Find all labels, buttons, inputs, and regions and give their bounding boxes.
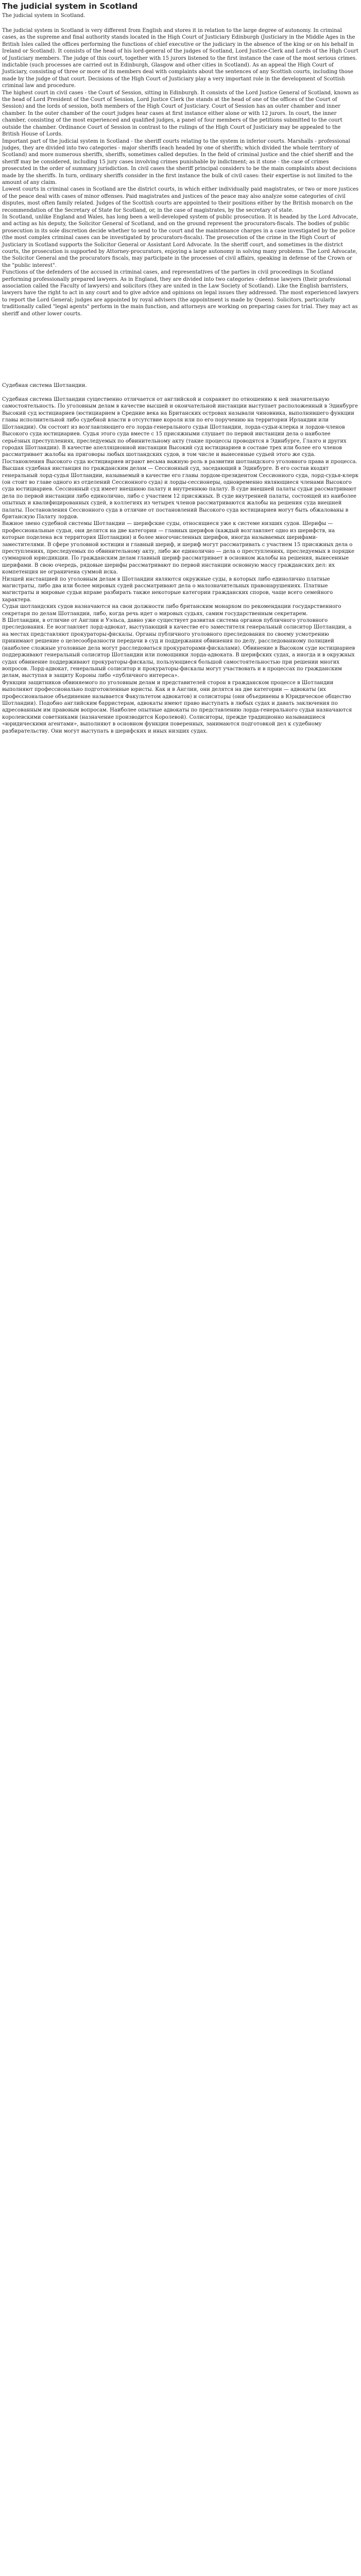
russian-title: Судебная система Шотландии. — [2, 383, 87, 389]
english-section — [2, 27, 359, 317]
russian-paragraph-appointment: Судьи шотландских судов назначаются на свои должности либо британским монархом по рекомендации государственного секретаря по делам Шотландии, либо, когда речь идет о мировых судьях, самим государственным секретарем. — [2, 604, 341, 617]
english-paragraph-lawyers: Functions of the defenders of the accused in criminal cases, and representatives of the parties in civil proceedings in Scotland performing professionally prepared lawyers. As in England, they are divided into two categories - defense lawyers (their professional association called the Faculty of lawyers) and solicitors (they are united in the Law Society of Scotland). Like the English barristers, lawyers have the right to act in any court and to give advice and opinions on legal issues they addressed. The most experienced lawyers to report the Lord General; judges are appointed by royal advisers (the appointment is made by Queen). Solicitors, particularly traditionally called "legal agents" perform in the main function, and attorneys are working on preparing cases for trial. They may act as sheriff and other lower courts. — [2, 269, 359, 317]
russian-paragraph-district-courts: Низшей инстанцией по уголовным делам в Шотландии являются окружные суды, в которых либо единолично платные магистраты, либо два или более мировых судей рассматривают дела о малозначительных правонарушениях. Платные магистраты и мировые судьи вправе разбирать также некоторые категории гражданских споров, чаще всего семейного характера. — [2, 576, 333, 603]
page-title: The judicial system in Scotland — [2, 2, 138, 11]
section-spacer — [2, 317, 359, 382]
russian-section — [2, 396, 359, 735]
english-paragraph-district-courts: Lowest courts in criminal cases in Scotland are the district courts, in which either individually paid magistrates, or two or more justices of the peace deal with cases of minor offenses. Paid magistrates and justices of the peace may also analyze some categories of civil disputes, most often family related. Judges of the Scottish courts are appointed to their positions either by the British monarch on the recommendation of the Secretary of State for Scotland, or, in the case of magistrates, by the secretary of state. — [2, 187, 359, 213]
english-paragraph-prosecution: In Scotland, unlike England and Wales, has long been a well-developed system of public prosecution. It is headed by the Lord Advocate, and acting as his deputy, the Solicitor General of Scotland, and on the ground represent the procurators-fiscals. The bodies of public prosecution in its sole discretion decide whether to send to the court and the maintenance charges in a case investigated by the police (the most complex criminal cases can be investigated by procurators-fiscals). The prosecution of the crime in the High Court of Justiciary in Scotland supports the Solicitor General or Assistant Lord Advocate. In the sheriff court, and sometimes in the district courts, the prosecution is supported by Attorney-procurators, enjoying a large autonomy in solving many problems. The Lord Advocate, the Solicitor General and the procurators fiscals, may participate in the processes of civil affairs, speaking in defense of the Crown or the "public interest". — [2, 214, 358, 268]
russian-paragraph-prosecution: В Шотландии, в отличие от Англии и Уэльса, давно уже существует развитая система органов публичного уголовного преследования. Ее возглавляет лорд-адвокат, выступающий в качестве его заместителя генеральный солиситор Шотландии, а на местах представляют прокураторы-фискалы. Органы публичного уголовного преследования по своему усмотрению принимают решение о целесообразности передачи в суд и поддержания обвинения по делу, расследованному полицией (наиболее сложные уголовные дела могут расследоваться прокураторами-фискалами). Обвинение в Высоком суде юстициариев поддерживают генеральный солиситор Шотландии или помощники лорда-адвоката. В шерифских судах, а иногда и в окружных судах обвинение поддерживают прокураторы-фискалы, пользующиеся большой самостоятельностью при решении многих вопросов. Лорд-адвокат, генеральный солиситор и прокураторы-фискалы могут участвовать и в процессах по гражданским делам, выступая в защиту Короны либо «публичного интереса». — [2, 618, 355, 679]
russian-paragraph-high-court: Судебная система Шотландии существенно отличается от английской и сохраняет по отношению к ней значительную самостоятельность. По уголовным делам в качестве высшей и окончательной инстанции выступает расположенный в Эдинбурге Высокий суд юстициариев (юстициарием в Средние века на Британских островах называли чиновника, выполнявшего функции главы исполнительной либо судебной власти в отсутствие короля или по его поручению на территории Ирландии или Шотландии). Он состоит из возглавляющего его лорда-генерального судьи Шотландии, лорда-судьи-клерка и лордов-членов Высокого суда юстициариев. Судья этого суда вместе с 15 присяжными слушает по первой инстанции дела о наиболее серьёзных преступлениях, преследуемых по обвинительному акту (такие процессы проводятся в Эдинбурге, Глазго и других городах Шотландии). В качестве апелляционной инстанции Высокий суд юстициариев в составе трех или более его членов рассматривает жалобы на приговоры любых шотландских судов, в том числе и вынесенные судьей этого же суда. Постановления Высокого суда юстициариев играют весьма важную роль в развитии шотландского уголовного права и процесса. — [2, 397, 358, 465]
english-paragraph-high-court: The judicial system in Scotland is very different from English and stores it in relation to the large degree of autonomy. In criminal cases, as the supreme and final authority stands located in the High Court of Justiciary Edinburgh (Justiciary in the Middle Ages in the British Isles called the offices performing the functions of chief executive or the judiciary in the absence of the king or on his behalf in Ireland or Scotland). It consists of the head of his lord-general of the judges of Scotland, Lord Justice-Clerk and Lords of the High Court of Justiciary members. The judge of this court, together with 15 jurors listened to the first instance the case of the most serious crimes. indictable (such processes are carried out in Edinburgh, Glasgow and other cities in Scotland). As an appeal the High Court of Justiciary, consisting of three or more of its members deal with complaints about the sentences of any Scottish courts, including those made by the judge of that court. Decisions of the High Court of Justiciary play a very important role in the development of Scottish criminal law and procedure. — [2, 28, 359, 89]
russian-paragraph-court-of-session: Высшая судебная инстанция по гражданским делам — Сессионный суд, заседающий в Эдинбурге. В его состав входят генеральный лорд-судья Шотландии, называемый в качестве его главы лордом-президентом Сессионного суда, лорд-судья-клерк (он стоит во главе одного из отделений Сессионного суда) и лорды-сессионеры, одновременно являющиеся членами Высокого суда юстициариев. Сессионный суд имеет внешнюю палату и внутреннюю палату. В суде внешней палаты судьи рассматривают дела по первой инстанции либо единолично, либо с участием 12 присяжных. В суде внутренней палаты, состоящей из наиболее опытных и квалифицированных судей, в коллегиях из четырех членов рассматриваются жалобы на решения суда внешней палаты. Постановления Сессионного суда в отличие от постановлений Высокого суда юстициариев могут быть обжалованы в британскую Палату лордов. — [2, 466, 359, 520]
english-paragraph-sheriff-courts: Important part of the judicial system in Scotland - the sheriff courts relating to the system in inferior courts. Marshalls - professional judges, they are divided into two categories - major sheriffs (each headed by one of sheriffs; which divided the whole territory of Scotland) and more numerous sheriffs, sheriffs, sometimes called deputies. In the field of criminal justice and the chief sheriff and the sheriff may be considered, including 15 jury cases involving crimes punishable by indictment; as it stone - the case of crimes prosecuted in the order of summary jurisdiction. In civil cases the sheriff principal considers to be the main complaints about decisions made by the sheriffs. In turn, ordinary sheriffs consider in the first instance the bulk of civil cases: their expertise is not limited to the amount of any claim. — [2, 138, 357, 185]
page-subtitle: The judicial system in Scotland. — [2, 13, 85, 19]
english-paragraph-court-of-session: The highest court in civil cases - the Court of Session, sitting in Edinburgh. It consists of the Lord Justice General of Scotland, known as the head of Lord President of the Court of Session, Lord Justice Clerk (he stands at the head of one of the offices of the Court of Session) and the lords of session, both members of the High Court of Justiciary. Court of Session has an outer chamber and inner chamber. In the outer chamber of the court judges hear cases at first instance either alone or with 12 jurors. In court, the inner chamber, consisting of the most experienced and qualified judges, a panel of four members of the petitions submitted to the court outside the chamber. Ordinance Court of Session in contrast to the rulings of the High Court of Justiciary may be appealed to the British House of Lords. — [2, 90, 359, 138]
russian-paragraph-sheriff-courts: Важное звено судебной системы Шотландии — шерифские суды, относящиеся уже к системе низших судов. Шерифы — профессиональные судьи, они делятся на две категории — главных шерифов (каждый возглавляет одно из шерифств, на которые поделена вся территория Шотландии) и более многочисленных шерифов, иногда называемых шерифами-заместителями. В сфере уголовной юстиции и главный шериф, и шериф могут рассматривать с участием 15 присяжных дела о преступлениях, преследуемых по обвинительному акту, либо же единолично — дела о преступлениях, преследуемых в порядке суммарной юрисдикции. По гражданским делам главный шериф рассматривает в основном жалобы на решения, вынесенные шерифами. В свою очередь, рядовые шерифы рассматривают по первой инстанции основную массу гражданских дел: их компетенция не ограничена суммой иска. — [2, 521, 355, 575]
russian-paragraph-lawyers: Функции защитников обвиняемого по уголовным делам и представителей сторон в гражданском процессе в Шотландии выполняют профессионально подготовленные юристы. Как и в Англии, они делятся на две категории — адвокаты (их профессиональное объединение называется Факультетом адвокатов) и солиситоры (они объединены в Юридическое общество Шотландии). Подобно английским барристерам, адвокаты имеют право выступать в любых судах и давать заключения по адресованным им правовым вопросам. Наиболее опытные адвокаты по представлению лорда-генерального судьи назначаются королевскими советниками (назначение производится Королевой). Солиситоры, прежде традиционно называвшиеся «юридическими агентами», выполняют в основном функции поверенных, занимаются подготовкой дел к судебному разбирательству. Они могут выступать в шерифских и иных низших судах. — [2, 680, 352, 734]
